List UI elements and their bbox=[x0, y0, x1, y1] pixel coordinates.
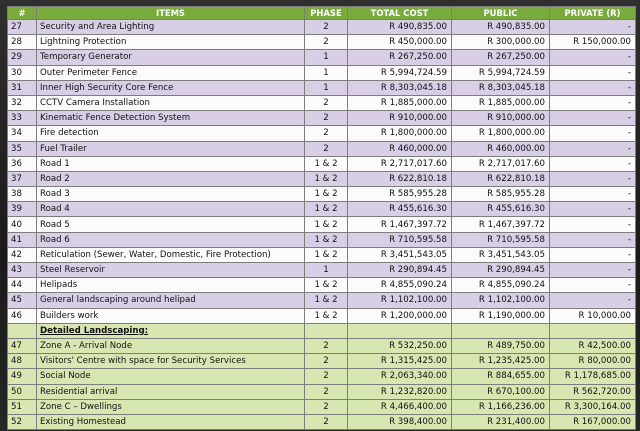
row-total-cost: R 455,616.30 bbox=[348, 202, 452, 217]
col-header-public: PUBLIC bbox=[452, 7, 550, 20]
row-item: General landscaping around helipad bbox=[37, 293, 305, 308]
table-row bbox=[8, 263, 636, 278]
row-private: - bbox=[550, 95, 636, 110]
row-public: R 585,955.28 bbox=[452, 187, 550, 202]
row-total-cost: R 3,451,543.05 bbox=[348, 247, 452, 262]
row-total-cost: R 450,000.00 bbox=[348, 35, 452, 50]
row-item: Road 1 bbox=[37, 156, 305, 171]
row-private: - bbox=[550, 263, 636, 278]
row-private: - bbox=[550, 232, 636, 247]
table-row bbox=[8, 278, 636, 293]
row-item: Kinematic Fence Detection System bbox=[37, 111, 305, 126]
row-item: Road 3 bbox=[37, 187, 305, 202]
table-row bbox=[8, 65, 636, 80]
row-total-cost: R 8,303,045.18 bbox=[348, 80, 452, 95]
table-row bbox=[8, 80, 636, 95]
row-item: Inner High Security Core Fence bbox=[37, 80, 305, 95]
row-public: R 5,994,724.59 bbox=[452, 65, 550, 80]
row-total-cost: R 1,885,000.00 bbox=[348, 95, 452, 110]
row-phase: 1 bbox=[305, 50, 348, 65]
row-private: - bbox=[550, 80, 636, 95]
row-private: - bbox=[550, 217, 636, 232]
col-header-number: # bbox=[8, 7, 37, 20]
row-private: - bbox=[550, 247, 636, 262]
row-number: 44 bbox=[8, 278, 37, 293]
table-row bbox=[8, 171, 636, 186]
row-total-cost: R 1,467,397.72 bbox=[348, 217, 452, 232]
col-header-private: PRIVATE (R) bbox=[550, 7, 636, 20]
row-number: 39 bbox=[8, 202, 37, 217]
row-item: Builders work bbox=[37, 308, 305, 323]
row-item: Visitors' Centre with space for Security Services bbox=[37, 354, 305, 369]
col-header-phase: PHASE bbox=[305, 7, 348, 20]
row-phase: 2 bbox=[305, 384, 348, 399]
row-total-cost: R 4,855,090.24 bbox=[348, 278, 452, 293]
row-private: R 1,178,685.00 bbox=[550, 369, 636, 384]
row-public: R 884,655.00 bbox=[452, 369, 550, 384]
row-number: 48 bbox=[8, 354, 37, 369]
row-item: Security and Area Lighting bbox=[37, 20, 305, 35]
table-row bbox=[8, 232, 636, 247]
row-private: - bbox=[550, 278, 636, 293]
row-total-cost: R 267,250.00 bbox=[348, 50, 452, 65]
row-number: 47 bbox=[8, 338, 37, 353]
row-public: R 710,595.58 bbox=[452, 232, 550, 247]
row-item: Residential arrival bbox=[37, 384, 305, 399]
row-phase: 1 & 2 bbox=[305, 156, 348, 171]
section-header-blank bbox=[452, 323, 550, 338]
row-public: R 231,400.00 bbox=[452, 414, 550, 429]
row-item: Zone C – Dwellings bbox=[37, 399, 305, 414]
row-private: R 42,500.00 bbox=[550, 338, 636, 353]
row-number: 46 bbox=[8, 308, 37, 323]
row-public: R 290,894.45 bbox=[452, 263, 550, 278]
table-row bbox=[8, 338, 636, 353]
section-header-blank bbox=[305, 323, 348, 338]
table-row bbox=[8, 126, 636, 141]
row-item: Existing Homestead bbox=[37, 414, 305, 429]
row-private: R 150,000.00 bbox=[550, 35, 636, 50]
table-row bbox=[8, 308, 636, 323]
row-item: Fuel Trailer bbox=[37, 141, 305, 156]
row-number: 33 bbox=[8, 111, 37, 126]
row-private: R 3,300,164.00 bbox=[550, 399, 636, 414]
row-item: Road 6 bbox=[37, 232, 305, 247]
row-number: 42 bbox=[8, 247, 37, 262]
row-phase: 2 bbox=[305, 95, 348, 110]
row-private: - bbox=[550, 187, 636, 202]
row-phase: 1 bbox=[305, 80, 348, 95]
row-phase: 1 & 2 bbox=[305, 171, 348, 186]
row-phase: 1 & 2 bbox=[305, 217, 348, 232]
row-total-cost: R 398,400.00 bbox=[348, 414, 452, 429]
row-total-cost: R 585,955.28 bbox=[348, 187, 452, 202]
row-private: - bbox=[550, 50, 636, 65]
row-public: R 670,100.00 bbox=[452, 384, 550, 399]
row-total-cost: R 290,894.45 bbox=[348, 263, 452, 278]
table-row bbox=[8, 95, 636, 110]
row-number: 34 bbox=[8, 126, 37, 141]
row-public: R 489,750.00 bbox=[452, 338, 550, 353]
row-number: 32 bbox=[8, 95, 37, 110]
row-number: 52 bbox=[8, 414, 37, 429]
row-private: R 562,720.00 bbox=[550, 384, 636, 399]
row-number: 37 bbox=[8, 171, 37, 186]
row-public: R 622,810.18 bbox=[452, 171, 550, 186]
row-item: Social Node bbox=[37, 369, 305, 384]
row-phase: 2 bbox=[305, 354, 348, 369]
table-row bbox=[8, 187, 636, 202]
table-row bbox=[8, 247, 636, 262]
row-number: 50 bbox=[8, 384, 37, 399]
row-public: R 1,800,000.00 bbox=[452, 126, 550, 141]
row-total-cost: R 460,000.00 bbox=[348, 141, 452, 156]
row-total-cost: R 710,595.58 bbox=[348, 232, 452, 247]
row-phase: 2 bbox=[305, 20, 348, 35]
table-row bbox=[8, 217, 636, 232]
row-total-cost: R 910,000.00 bbox=[348, 111, 452, 126]
row-total-cost: R 1,232,820.00 bbox=[348, 384, 452, 399]
row-phase: 1 bbox=[305, 65, 348, 80]
table-row bbox=[8, 156, 636, 171]
row-phase: 2 bbox=[305, 141, 348, 156]
row-number: 27 bbox=[8, 20, 37, 35]
row-item: Outer Perimeter Fence bbox=[37, 65, 305, 80]
table-row bbox=[8, 369, 636, 384]
row-number: 49 bbox=[8, 369, 37, 384]
row-private: - bbox=[550, 156, 636, 171]
row-phase: 1 & 2 bbox=[305, 308, 348, 323]
row-total-cost: R 1,800,000.00 bbox=[348, 126, 452, 141]
row-phase: 2 bbox=[305, 369, 348, 384]
row-item: Road 4 bbox=[37, 202, 305, 217]
row-item: Fire detection bbox=[37, 126, 305, 141]
row-number: 29 bbox=[8, 50, 37, 65]
row-total-cost: R 2,717,017.60 bbox=[348, 156, 452, 171]
row-total-cost: R 2,063,340.00 bbox=[348, 369, 452, 384]
row-item: Road 5 bbox=[37, 217, 305, 232]
row-public: R 490,835.00 bbox=[452, 20, 550, 35]
row-public: R 455,616.30 bbox=[452, 202, 550, 217]
row-number: 30 bbox=[8, 65, 37, 80]
row-public: R 4,855,090.24 bbox=[452, 278, 550, 293]
section-header-blank bbox=[550, 323, 636, 338]
table-row bbox=[8, 293, 636, 308]
row-private: - bbox=[550, 141, 636, 156]
row-private: - bbox=[550, 171, 636, 186]
row-number: 35 bbox=[8, 141, 37, 156]
row-public: R 1,885,000.00 bbox=[452, 95, 550, 110]
row-number: 41 bbox=[8, 232, 37, 247]
row-public: R 3,451,543.05 bbox=[452, 247, 550, 262]
row-phase: 2 bbox=[305, 126, 348, 141]
row-public: R 1,166,236.00 bbox=[452, 399, 550, 414]
row-phase: 1 & 2 bbox=[305, 232, 348, 247]
row-phase: 1 & 2 bbox=[305, 202, 348, 217]
row-item: Helipads bbox=[37, 278, 305, 293]
row-public: R 460,000.00 bbox=[452, 141, 550, 156]
row-total-cost: R 490,835.00 bbox=[348, 20, 452, 35]
row-public: R 1,467,397.72 bbox=[452, 217, 550, 232]
row-number: 36 bbox=[8, 156, 37, 171]
col-header-items: ITEMS bbox=[37, 7, 305, 20]
row-number: 43 bbox=[8, 263, 37, 278]
row-item: CCTV Camera Installation bbox=[37, 95, 305, 110]
row-public: R 1,190,000.00 bbox=[452, 308, 550, 323]
row-private: R 167,000.00 bbox=[550, 414, 636, 429]
table-row bbox=[8, 354, 636, 369]
row-item: Reticulation (Sewer, Water, Domestic, Fire Protection) bbox=[37, 247, 305, 262]
row-public: R 2,717,017.60 bbox=[452, 156, 550, 171]
section-header-row bbox=[8, 323, 636, 338]
section-header-label: Detailed Landscaping: bbox=[40, 325, 149, 336]
row-item: Temporary Generator bbox=[37, 50, 305, 65]
table-row bbox=[8, 20, 636, 35]
row-public: R 300,000.00 bbox=[452, 35, 550, 50]
row-total-cost: R 1,200,000.00 bbox=[348, 308, 452, 323]
col-header-total-cost: TOTAL COST bbox=[348, 7, 452, 20]
row-private: R 80,000.00 bbox=[550, 354, 636, 369]
row-item: Road 2 bbox=[37, 171, 305, 186]
row-phase: 1 bbox=[305, 263, 348, 278]
row-phase: 1 & 2 bbox=[305, 187, 348, 202]
row-phase: 2 bbox=[305, 399, 348, 414]
row-private: - bbox=[550, 126, 636, 141]
row-number: 45 bbox=[8, 293, 37, 308]
row-phase: 1 & 2 bbox=[305, 247, 348, 262]
row-phase: 2 bbox=[305, 35, 348, 50]
header-row bbox=[8, 7, 636, 20]
row-total-cost: R 622,810.18 bbox=[348, 171, 452, 186]
row-public: R 910,000.00 bbox=[452, 111, 550, 126]
row-number: 31 bbox=[8, 80, 37, 95]
row-phase: 1 & 2 bbox=[305, 293, 348, 308]
row-number: 28 bbox=[8, 35, 37, 50]
row-phase: 2 bbox=[305, 414, 348, 429]
row-private: - bbox=[550, 111, 636, 126]
row-number: 40 bbox=[8, 217, 37, 232]
row-phase: 2 bbox=[305, 338, 348, 353]
table-row bbox=[8, 111, 636, 126]
row-private: - bbox=[550, 20, 636, 35]
table-row bbox=[8, 50, 636, 65]
row-phase: 1 & 2 bbox=[305, 278, 348, 293]
row-item: Lightning Protection bbox=[37, 35, 305, 50]
row-total-cost: R 4,466,400.00 bbox=[348, 399, 452, 414]
row-total-cost: R 5,994,724.59 bbox=[348, 65, 452, 80]
row-private: - bbox=[550, 202, 636, 217]
row-public: R 8,303,045.18 bbox=[452, 80, 550, 95]
row-phase: 2 bbox=[305, 111, 348, 126]
cost-table bbox=[7, 6, 636, 430]
row-public: R 1,235,425.00 bbox=[452, 354, 550, 369]
row-private: - bbox=[550, 293, 636, 308]
row-number: 51 bbox=[8, 399, 37, 414]
row-private: R 10,000.00 bbox=[550, 308, 636, 323]
section-header-blank bbox=[348, 323, 452, 338]
row-total-cost: R 532,250.00 bbox=[348, 338, 452, 353]
row-number: 38 bbox=[8, 187, 37, 202]
table-row bbox=[8, 399, 636, 414]
row-item: Zone A - Arrival Node bbox=[37, 338, 305, 353]
table-row bbox=[8, 414, 636, 429]
table-row bbox=[8, 35, 636, 50]
row-public: R 267,250.00 bbox=[452, 50, 550, 65]
row-total-cost: R 1,102,100.00 bbox=[348, 293, 452, 308]
table-row bbox=[8, 202, 636, 217]
table-row bbox=[8, 384, 636, 399]
table-row bbox=[8, 141, 636, 156]
row-private: - bbox=[550, 65, 636, 80]
row-total-cost: R 1,315,425.00 bbox=[348, 354, 452, 369]
row-public: R 1,102,100.00 bbox=[452, 293, 550, 308]
row-item: Steel Reservoir bbox=[37, 263, 305, 278]
section-header-blank bbox=[8, 323, 37, 338]
